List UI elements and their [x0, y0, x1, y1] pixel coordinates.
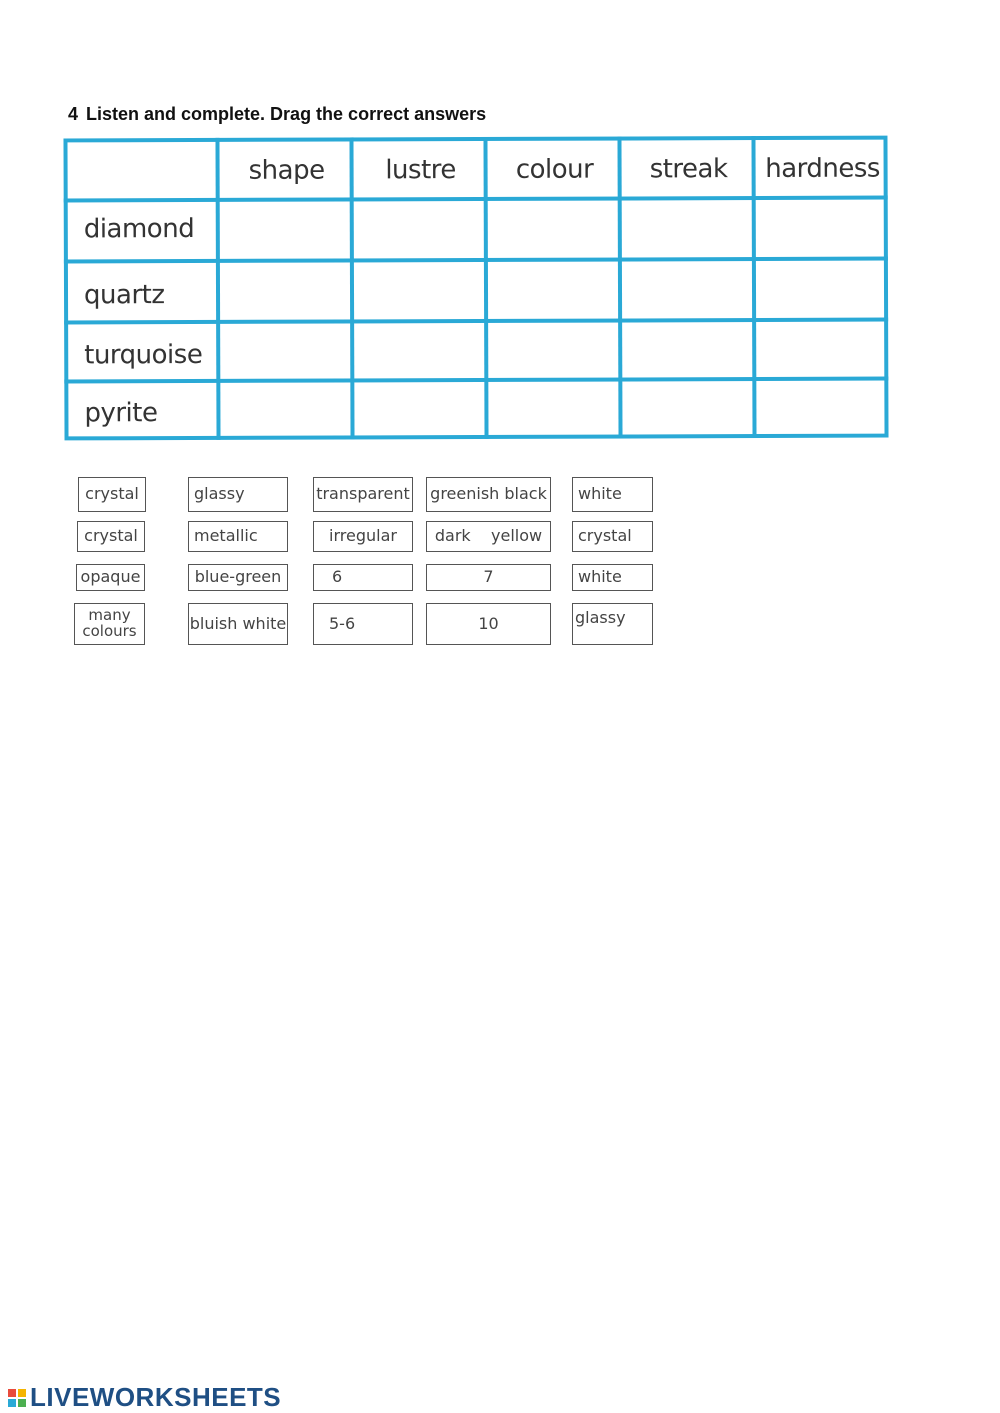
column-header-streak: streak	[649, 154, 728, 185]
answer-chip[interactable]: glassy	[572, 603, 653, 645]
drop-cell-quartz-shape[interactable]	[220, 262, 350, 319]
row-label-quartz: quartz	[83, 280, 165, 311]
drop-cell-turquoise-lustre[interactable]	[354, 323, 484, 378]
answer-chip[interactable]: 6	[313, 564, 413, 591]
liveworksheets-blocks-icon	[8, 1389, 26, 1407]
answer-chip[interactable]: irregular	[313, 521, 413, 552]
drop-cell-pyrite-lustre[interactable]	[354, 382, 484, 435]
drop-cell-pyrite-streak[interactable]	[622, 381, 752, 434]
exercise-heading	[68, 104, 486, 125]
drop-cell-pyrite-hardness[interactable]	[756, 381, 884, 434]
row-label-turquoise: turquoise	[84, 339, 203, 371]
answer-chip[interactable]: opaque	[76, 564, 145, 591]
drop-cell-diamond-streak[interactable]	[622, 200, 752, 257]
minerals-table	[63, 136, 888, 441]
row-label-pyrite: pyrite	[84, 398, 158, 429]
answer-chip[interactable]: dark yellow	[426, 521, 551, 552]
drop-cell-quartz-streak[interactable]	[622, 261, 752, 318]
answer-chip[interactable]: 10	[426, 603, 551, 645]
column-header-colour: colour	[515, 154, 594, 185]
answer-chip[interactable]: crystal	[78, 477, 146, 512]
drop-cell-quartz-colour[interactable]	[488, 262, 618, 319]
column-header-lustre: lustre	[385, 155, 456, 186]
answer-chip[interactable]: blue-green	[188, 564, 288, 591]
answer-chip[interactable]: metallic	[188, 521, 288, 552]
drop-cell-turquoise-hardness[interactable]	[756, 322, 884, 377]
answer-chip[interactable]: glassy	[188, 477, 288, 512]
drop-cell-diamond-lustre[interactable]	[354, 201, 484, 258]
answer-chip[interactable]: greenish black	[426, 477, 551, 512]
answer-chip[interactable]: 7	[426, 564, 551, 591]
drop-cell-pyrite-shape[interactable]	[220, 382, 350, 435]
drop-cell-diamond-colour[interactable]	[488, 201, 618, 258]
drop-cell-quartz-hardness[interactable]	[756, 261, 884, 318]
liveworksheets-logo	[8, 1382, 281, 1413]
exercise-instruction: Listen and complete. Drag the correct answers	[86, 104, 487, 124]
drop-cell-turquoise-shape[interactable]	[220, 323, 350, 378]
answer-chip[interactable]: bluish white	[188, 603, 288, 645]
drop-cell-diamond-hardness[interactable]	[756, 200, 884, 257]
column-header-shape: shape	[248, 155, 325, 186]
drop-cell-turquoise-colour[interactable]	[488, 323, 618, 378]
answer-chip[interactable]: white	[572, 477, 653, 512]
exercise-number: 4	[68, 104, 79, 124]
answer-chip[interactable]: crystal	[572, 521, 653, 552]
answer-chip[interactable]: crystal	[77, 521, 145, 552]
column-header-hardness: hardness	[765, 153, 880, 184]
brand-name: LIVEWORKSHEETS	[30, 1382, 282, 1412]
answer-chip[interactable]: white	[572, 564, 653, 591]
drop-cell-quartz-lustre[interactable]	[354, 262, 484, 319]
answer-chip[interactable]: 5-6	[313, 603, 413, 645]
drop-cell-turquoise-streak[interactable]	[622, 322, 752, 377]
answer-chip[interactable]: transparent	[313, 477, 413, 512]
row-label-diamond: diamond	[83, 213, 195, 245]
drop-cell-diamond-shape[interactable]	[220, 201, 350, 258]
drop-cell-pyrite-colour[interactable]	[488, 382, 618, 435]
answer-chip[interactable]: many colours	[74, 603, 145, 645]
